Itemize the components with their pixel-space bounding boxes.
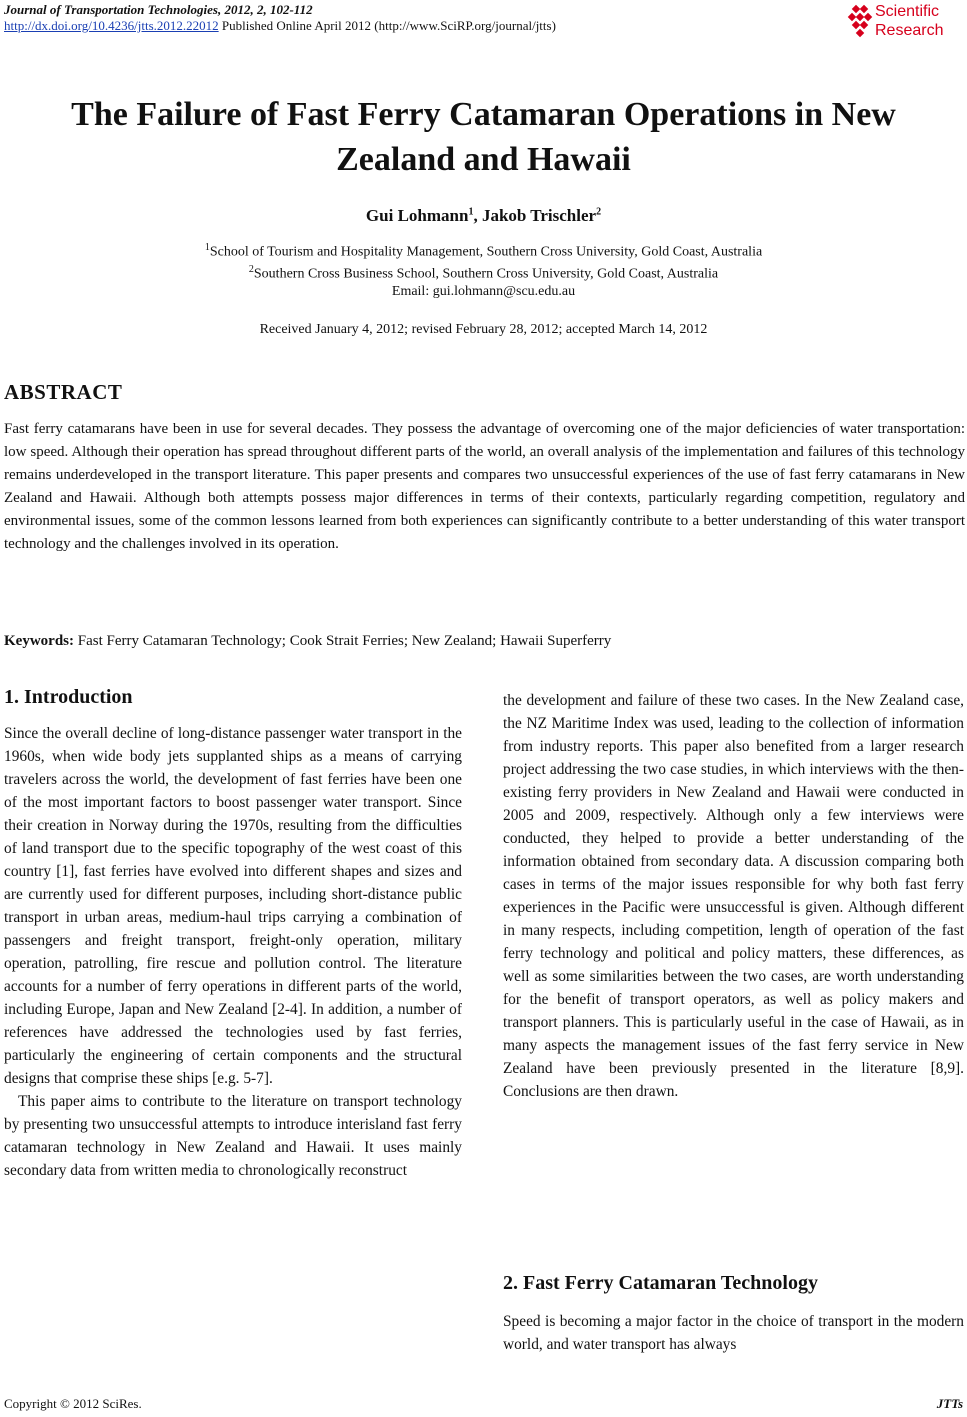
received-dates: Received January 4, 2012; revised February 28, 2012; accepted March 14, 2012 [259,322,708,337]
paper-title: The Failure of Fast Ferry Catamaran Operations in New Zealand and Hawaii [71,96,896,178]
abstract-text: Fast ferry catamarans have been in use for several decades. They possess the advantage of overcoming one of the major deficiencies of water transportation: low speed. Although their operation has spread throughout different parts of the world, an overall analysis of the implementation and failures of this technology remains underdeveloped in the transport literature. This paper presents and compares two unsuccessful experiences of the use of fast ferry catamarans in New Zealand and Hawaii. Although both attempts possess major differences in terms of their contexts, particularly regarding competition, regulatory and environmental issues, some of the common lessons learned from both experiences can significantly contribute to a better understanding of this water transport technology and the challenges involved in its operation. [4,421,965,552]
affiliation-1-text: School of Tourism and Hospitality Management, Southern Cross University, Gold Coast, Australia [209,244,763,260]
author-2: Jakob Trischler [481,206,597,225]
author-1-sup: 1 [468,206,474,218]
logo-line1: Scientific [875,3,940,20]
keywords [4,630,965,652]
affiliation-2-text: Southern Cross Business School, Southern Cross University, Gold Coast, Australia [253,266,719,282]
section-1-paragraph-2: This paper aims to contribute to the literature on transport technology by presenting two unsuccessful attempts to introduce interisland fast ferry catamaran technology in New Zealand and Hawaii. It uses mainly secondary data from written media to chronologically reconstruct [4,1093,462,1179]
keywords-label: Keywords: [4,633,74,649]
section-1-heading: 1. Introduction [4,686,133,708]
authors [0,206,967,226]
left-column [4,722,462,1182]
doi-link[interactable]: http://dx.doi.org/10.4236/jtts.2012.22012 [4,18,219,33]
journal-header [4,2,556,34]
section-2-body [503,1310,964,1356]
section-2-paragraph-1: Speed is becoming a major factor in the choice of transport in the modern world, and water transport has always [503,1313,964,1353]
keywords-text: Fast Ferry Catamaran Technology; Cook Strait Ferries; New Zealand; Hawaii Superferry [74,633,612,649]
section-1-paragraph-3: the development and failure of these two cases. In the New Zealand case, the NZ Maritime Index was used, leading to the collection of information from industry reports. This paper also benefited from a larger research project addressing the two case studies, in which interviews with the then-existing ferry providers in New Zealand and Hawaii were conducted in 2005 and 2009, respectively. Although only a few interviews were conducted, they helped to provide a better understanding of the information obtained from secondary data. A discussion comparing both cases in terms of the major issues responsible for why both fast ferry experiences in the Pacific were unsuccessful is given. Although different in many respects, including competition, length of operation of the fast ferry technology and political and policy matters, these differences, as well as some similarities between the two cases, are worth understanding for the benefit of transport operators, as well as policy makers and transport planners. This is particularly useful in the case of Hawaii, as in many aspects the management issues of the fast ferry service in New Zealand have been previously presented in the literature [8,9]. Conclusions are then drawn. [503,692,964,1100]
abstract-heading: ABSTRACT [4,380,123,404]
journal-name: Journal of Transportation Technologies [4,2,218,17]
section-1-paragraph-1: Since the overall decline of long-distance passenger water transport in the 1960s, when wide body jets supplanted ships as a means of carrying travelers across the world, the development of fast ferries have been one of the most important factors to boost passenger water transport. Since their creation in Norway during the 1970s, resulting from the difficulties of land transport due to the specific topography of the west coast of this country [1], fast ferries have evolved into different shapes and sizes and are currently used for different purposes, including short-distance public transport in urban areas, medium-haul trips carrying a combination of passengers and freight transport, freight-only operation, military operation, patrolling, fire rescue and pollution control. The literature accounts for a number of ferry operations in different parts of the world, including Europe, Japan and New Zealand [2-4]. In addition, a number of references have addressed the technologies used by fast ferries, particularly the engineering of certain components and the structural designs that comprise these ships [e.g. 5-7]. [4,725,462,1087]
affiliation-2 [0,260,967,285]
publisher-logo [845,2,965,42]
copyright: Copyright © 2012 SciRes. [4,1396,142,1411]
section-2-heading: 2. Fast Ferry Catamaran Technology [503,1272,818,1294]
published-info: Published Online April 2012 (http://www.SciRP.org/journal/jtts) [218,18,556,33]
affiliation-2-sup: 2 [248,264,254,275]
author-2-sup: 2 [596,206,602,218]
right-column [503,689,964,1103]
author-sep: , [473,206,482,225]
journal-abbr: JTTs [936,1396,963,1411]
logo-line2: Research [875,22,944,39]
affiliation-1 [0,238,967,263]
email: Email: gui.lohmann@scu.edu.au [391,284,576,299]
journal-volume: , 2012, 2, 102-112 [217,2,313,17]
author-1: Gui Lohmann [365,206,469,225]
affiliation-1-sup: 1 [204,242,210,253]
